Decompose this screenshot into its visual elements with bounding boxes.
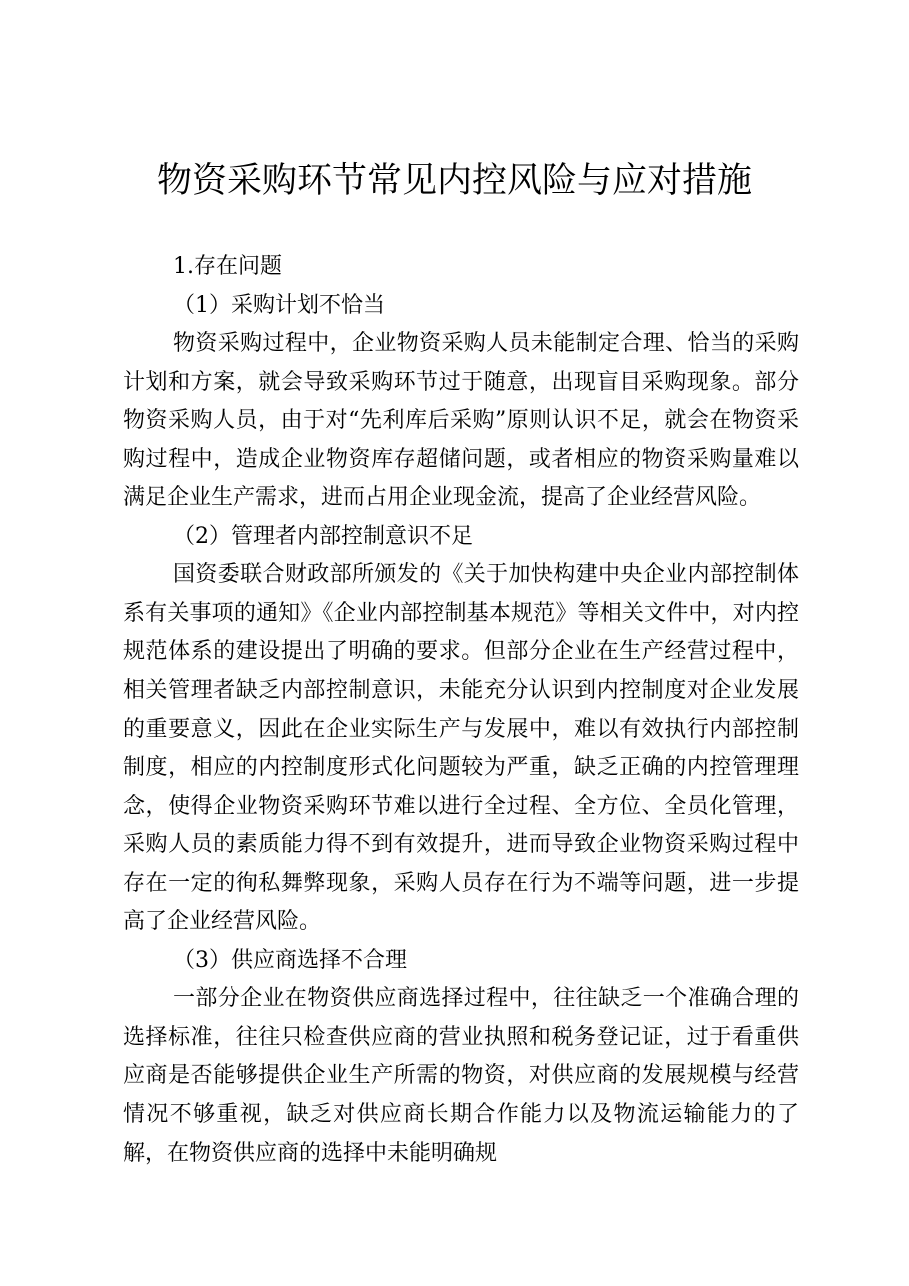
- subheading-procurement-plan: （1）采购计划不恰当: [173, 292, 385, 318]
- paragraph-procurement-plan: 物资采购过程中，企业物资采购人员未能制定合理、恰当的采购计划和方案，就会导致采购环节过于随意，出现盲目采购现象。部分物资采购人员，由于对“先利库后采购”原则认识不足，就会在物资采购过程中，造成企业物资库存超储问题，或者相应的物资采购量难以满足企业生产需求，进而占用企业现金流，提高了企业经营风险。: [123, 331, 799, 511]
- paragraph-internal-control-awareness: 国资委联合财政部所颁发的《关于加快构建中央企业内部控制体系有关事项的通知》《企业内部控制基本规范》等相关文件中，对内控规范体系的建设提出了明确的要求。但部分企业在生产经营过程中，相关管理者缺乏内部控制意识，未能充分认识到内控制度对企业发展的重要意义，因此在企业实际生产与发展中，难以有效执行内部控制制度，相应的内控制度形式化问题较为严重，缺乏正确的内控管理理念，使得企业物资采购环节难以进行全过程、全方位、全员化管理，采购人员的素质能力得不到有效提升，进而导致企业物资采购过程中存在一定的徇私舞弊现象，采购人员存在行为不端等问题，进一步提高了企业经营风险。: [123, 562, 799, 935]
- subheading-internal-control-awareness: （2）管理者内部控制意识不足: [173, 523, 473, 549]
- subheading-supplier-selection: （3）供应商选择不合理: [173, 947, 407, 973]
- document-body: [123, 248, 799, 1173]
- document-title: 物资采购环节常见内控风险与应对措施: [156, 161, 752, 201]
- paragraph-supplier-selection: 一部分企业在物资供应商选择过程中，往往缺乏一个准确合理的选择标准，往往只检查供应商的营业执照和税务登记证，过于看重供应商是否能够提供企业生产所需的物资，对供应商的发展规模与经营情况不够重视，缺乏对供应商长期合作能力以及物流运输能力的了解，在物资供应商的选择中未能明确规: [123, 986, 799, 1166]
- section-heading-problems: 1.存在问题: [173, 254, 282, 279]
